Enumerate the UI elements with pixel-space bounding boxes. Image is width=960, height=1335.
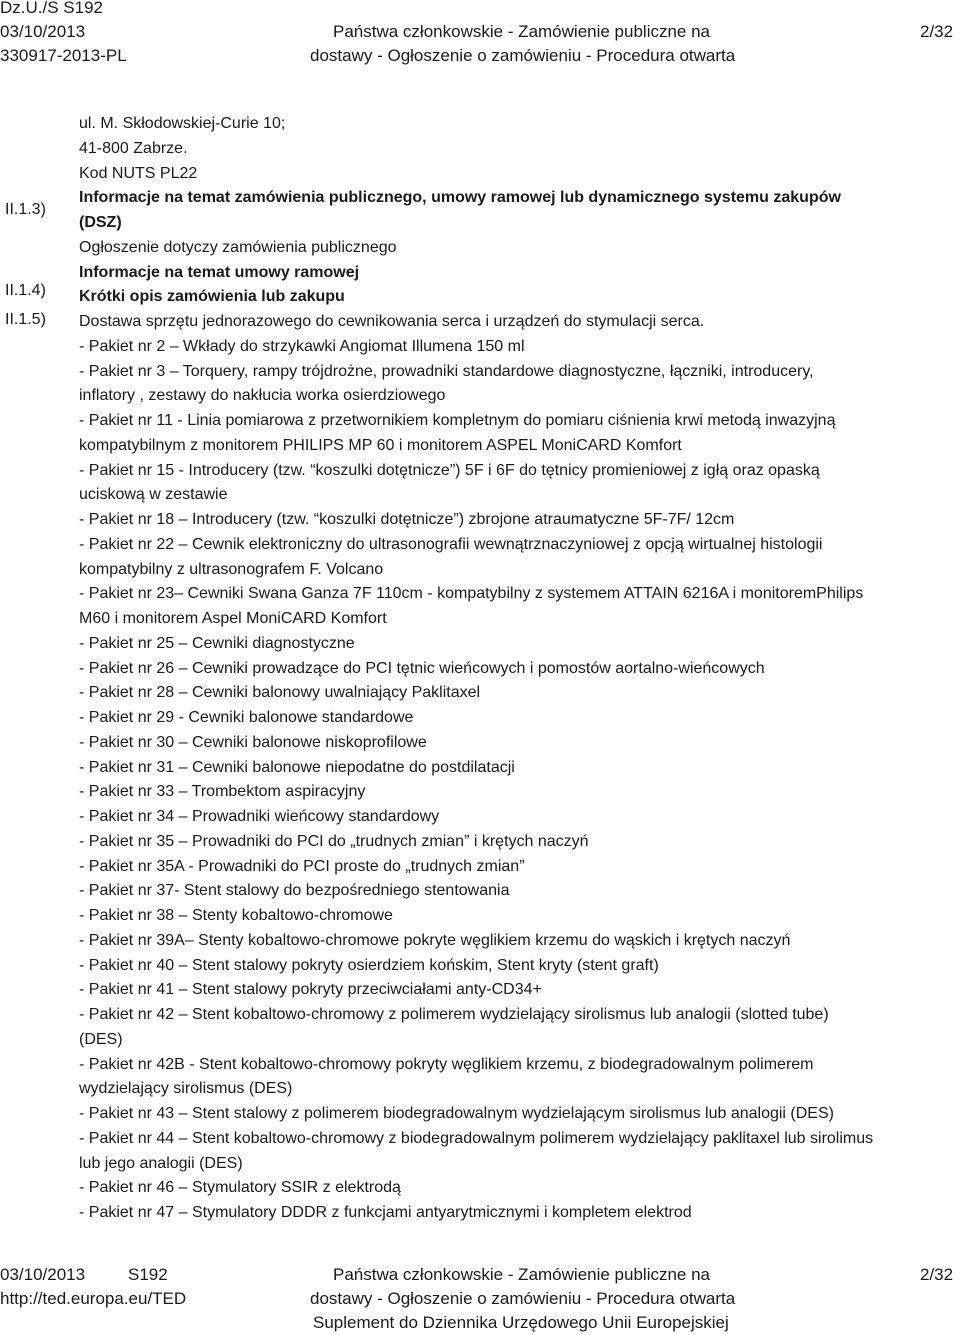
header-doc-ref: Dz.U./S S192 (0, 0, 103, 17)
section-number-ii-1-3: II.1.3) (5, 201, 46, 218)
header-date: 03/10/2013 (0, 22, 86, 41)
package-line: - Pakiet nr 39A– Stenty kobaltowo-chromowe pokryte węglikiem krzemu do wąskich i krętych naczyń (79, 931, 791, 949)
document-body (79, 112, 959, 1226)
section-ii-1-3-heading: Informacje na temat zamówienia publicznego, umowy ramowej lub dynamicznego systemu zakupów (79, 189, 841, 207)
address-street: ul. M. Skłodowskiej-Curie 10; (79, 115, 286, 132)
section-ii-1-4-heading: Informacje na temat umowy ramowej (79, 263, 360, 281)
package-line: kompatybilnym z monitorem PHILIPS MP 60 i monitorem ASPEL MoniCARD Komfort (79, 436, 682, 454)
address-city: 41-800 Zabrze. (79, 139, 188, 157)
package-line: wydzielający sirolismus (DES) (79, 1080, 293, 1098)
header-page-number: 2/32 (920, 22, 954, 41)
package-line: - Pakiet nr 33 – Trombektom aspiracyjny (79, 783, 366, 801)
nuts-code: Kod NUTS PL22 (79, 164, 198, 182)
package-line: - Pakiet nr 47 – Stymulatory DDDR z funkcjami antyarytmicznymi i kompletem elektrod (79, 1204, 692, 1221)
package-line: - Pakiet nr 18 – Introducery (tzw. “koszulki dotętnicze”) zbrojone atraumatyczne 5F-7F/ 12cm (79, 511, 735, 528)
footer-url: http://ted.europa.eu/TED (0, 1289, 187, 1308)
package-line: - Pakiet nr 34 – Prowadniki wieńcowy standardowy (79, 808, 440, 825)
package-line: - Pakiet nr 22 – Cewnik elektroniczny do ultrasonografii wewnątrznaczyniowej z opcją wirtualnej histologii (79, 535, 823, 553)
package-line: - Pakiet nr 40 – Stent stalowy pokryty osierdziem końskim, Stent kryty (stent graft) (79, 956, 659, 974)
package-line: - Pakiet nr 44 – Stent kobaltowo-chromowy z biodegradowalnym polimerem wydzielający paklitaxel lub sirolimus (79, 1129, 874, 1147)
package-line: - Pakiet nr 11 - Linia pomiarowa z przetwornikiem kompletnym do pomiaru ciśnienia krwi metodą inwazyjną (79, 412, 836, 429)
package-line: - Pakiet nr 38 – Stenty kobaltowo-chromowe (79, 907, 393, 924)
package-line: kompatybilny z ultrasonografem F. Volcano (79, 560, 384, 578)
footer-series: S192 (128, 1265, 168, 1284)
header-title-line1: Państwa członkowskie - Zamówienie publiczne na (333, 22, 711, 41)
package-line: - Pakiet nr 37- Stent stalowy do bezpośredniego stentowania (79, 882, 510, 900)
section-number-ii-1-4: II.1.4) (5, 282, 46, 299)
footer-title-line2: dostawy - Ogłoszenie o zamówieniu - Procedura otwarta (310, 1289, 736, 1308)
footer-page-number: 2/32 (920, 1265, 954, 1284)
package-line: - Pakiet nr 42 – Stent kobaltowo-chromowy z polimerem wydzielający sirolismus lub analogii (slotted tube) (79, 1006, 829, 1023)
header-notice-id: 330917-2013-PL (0, 46, 127, 65)
section-ii-1-5-heading: Krótki opis zamówienia lub zakupu (79, 288, 345, 306)
package-line: - Pakiet nr 41 – Stent stalowy pokryty przeciwciałami anty-CD34+ (79, 981, 542, 999)
package-line: - Pakiet nr 42B - Stent kobaltowo-chromowy pokryty węglikiem krzemu, z biodegradowalnym polimerem (79, 1055, 814, 1073)
section-ii-1-3-heading-cont: (DSZ) (79, 214, 122, 231)
package-line: - Pakiet nr 2 – Wkłady do strzykawki Angiomat Illumena 150 ml (79, 337, 525, 355)
footer-title-line1: Państwa członkowskie - Zamówienie publiczne na (333, 1265, 711, 1284)
header-title-line2: dostawy - Ogłoszenie o zamówieniu - Procedura otwarta (310, 46, 736, 65)
package-line: - Pakiet nr 46 – Stymulatory SSIR z elektrodą (79, 1179, 401, 1197)
package-line: - Pakiet nr 15 - Introducery (tzw. “koszulki dotętnicze”) 5F i 6F do tętnicy promieniowej z igłą oraz opaską (79, 461, 820, 479)
package-line: (DES) (79, 1030, 123, 1048)
package-line: - Pakiet nr 3 – Torquery, rampy trójdrożne, prowadniki standardowe diagnostyczne, łączniki, introducery, (79, 362, 814, 380)
package-line: - Pakiet nr 43 – Stent stalowy z polimerem biodegradowalnym wydzielającym sirolismus lub analogii (DES) (79, 1105, 834, 1122)
package-line: - Pakiet nr 29 - Cewniki balonowe standardowe (79, 709, 414, 726)
package-line: - Pakiet nr 35 – Prowadniki do PCI do „trudnych zmian” i krętych naczyń (79, 832, 589, 850)
package-line: - Pakiet nr 26 – Cewniki prowadzące do PCI tętnic wieńcowych i pomostów aortalno-wieńcowych (79, 659, 765, 677)
package-line: inflatory , zestawy do nakłucia worka osierdziowego (79, 387, 446, 405)
package-line: M60 i monitorem Aspel MoniCARD Komfort (79, 610, 387, 627)
package-line: - Pakiet nr 28 – Cewniki balonowy uwalniający Paklitaxel (79, 684, 481, 702)
package-list (79, 335, 959, 1226)
package-line: lub jego analogii (DES) (79, 1154, 243, 1172)
package-line: - Pakiet nr 30 – Cewniki balonowe niskoprofilowe (79, 733, 427, 751)
package-line: - Pakiet nr 35A - Prowadniki do PCI proste do „trudnych zmian” (79, 857, 525, 875)
footer-date: 03/10/2013 (0, 1265, 86, 1284)
footer-title-line3: Suplement do Dziennika Urzędowego Unii Europejskiej (313, 1313, 729, 1332)
section-ii-1-3-text: Ogłoszenie dotyczy zamówienia publicznego (79, 238, 397, 256)
section-number-ii-1-5: II.1.5) (5, 311, 46, 328)
section-ii-1-5-text: Dostawa sprzętu jednorazowego do cewnikowania serca i urządzeń do stymulacji serca. (79, 313, 705, 330)
package-line: - Pakiet nr 31 – Cewniki balonowe niepodatne do postdilatacji (79, 758, 515, 776)
package-line: uciskową w zestawie (79, 486, 228, 504)
package-line: - Pakiet nr 23– Cewniki Swana Ganza 7F 110cm - kompatybilny z systemem ATTAIN 6216A i monitoremPhilips (79, 585, 864, 603)
package-line: - Pakiet nr 25 – Cewniki diagnostyczne (79, 634, 355, 652)
